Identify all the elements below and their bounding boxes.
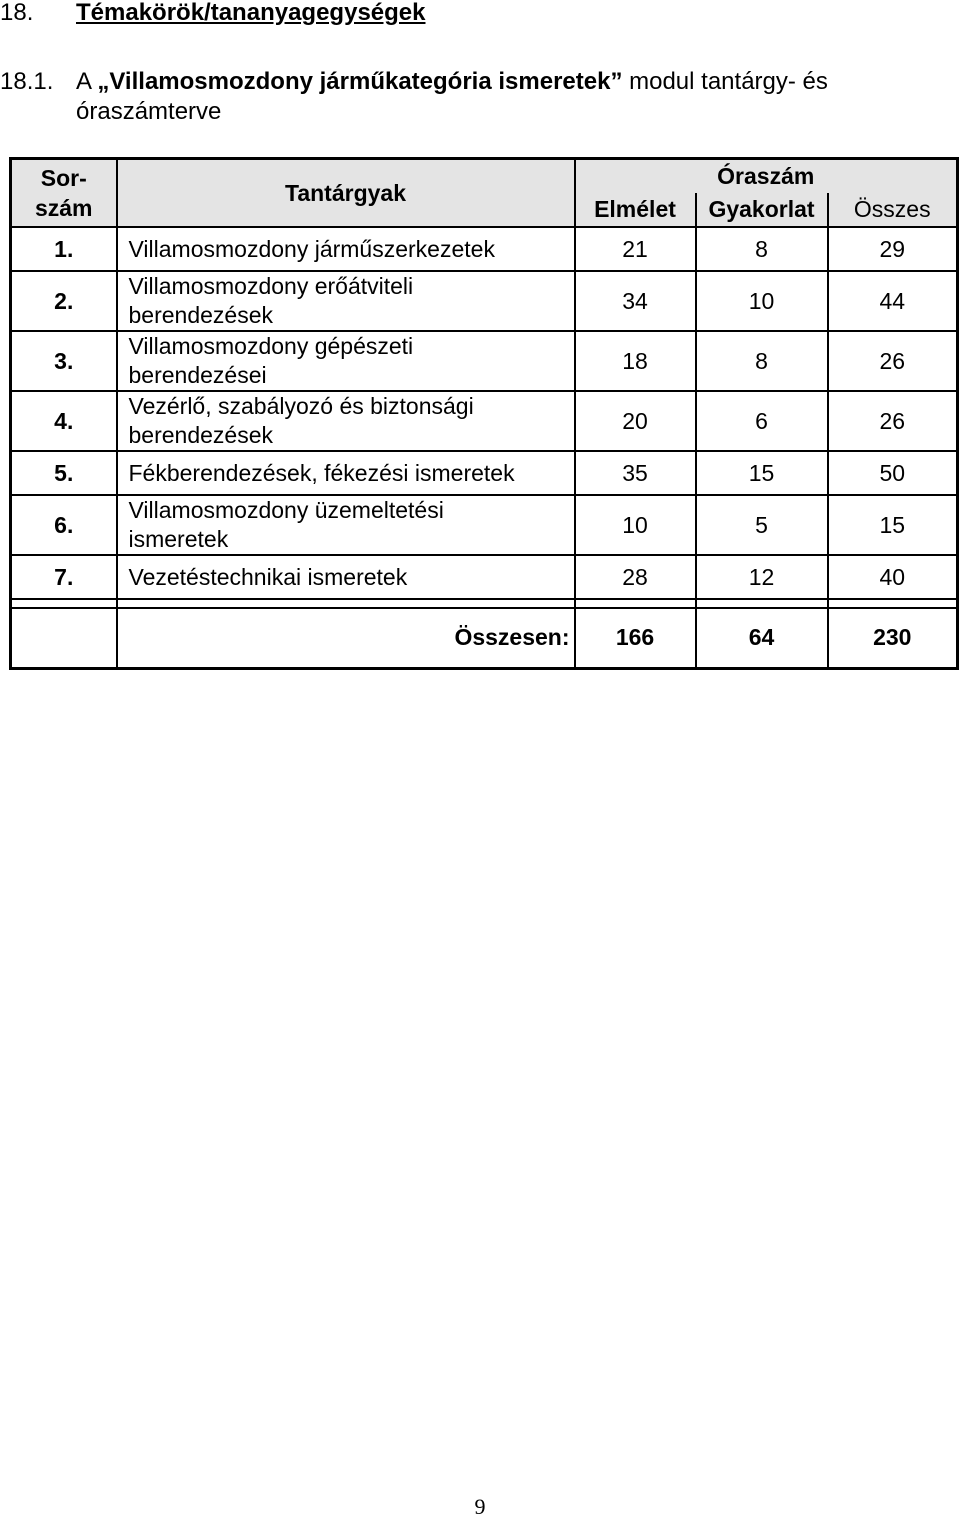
header-sorszam xyxy=(11,159,117,228)
table-row xyxy=(11,331,958,391)
header-tantargyak: Tantárgyak xyxy=(117,159,575,228)
row-subject xyxy=(117,331,575,391)
row-osszes: 44 xyxy=(828,271,958,331)
subsection-heading xyxy=(0,67,828,127)
spacer-cell xyxy=(117,599,575,608)
row-subject-line1: Villamosmozdony gépészeti xyxy=(128,333,414,359)
spacer-cell xyxy=(11,599,117,608)
row-elmelet: 21 xyxy=(575,227,696,271)
row-subject xyxy=(117,495,575,555)
row-elmelet: 20 xyxy=(575,391,696,451)
subsection-prefix: A xyxy=(76,68,98,95)
row-gyakorlat: 6 xyxy=(696,391,828,451)
table-row xyxy=(11,555,958,599)
header-sorszam-line2: szám xyxy=(34,195,93,221)
subject-hours-table xyxy=(9,157,959,670)
header-gyakorlat: Gyakorlat xyxy=(696,193,828,227)
row-subject xyxy=(117,271,575,331)
table-row xyxy=(11,451,958,495)
subsection-title-line2: óraszámterve xyxy=(76,98,222,125)
row-elmelet: 18 xyxy=(575,331,696,391)
row-subject-line1: Villamosmozdony járműszerkezetek xyxy=(128,235,495,262)
section-number: 18. xyxy=(0,0,34,26)
total-empty-cell xyxy=(11,608,117,668)
page-number: 9 xyxy=(474,1494,486,1519)
row-subject-line1: Villamosmozdony erőátviteli xyxy=(128,273,414,299)
table-row xyxy=(11,391,958,451)
section-title: Témakörök/tananyagegységek xyxy=(76,0,426,26)
table-row xyxy=(11,495,958,555)
spacer-cell xyxy=(575,599,696,608)
total-elmelet: 166 xyxy=(575,608,696,668)
row-osszes: 26 xyxy=(828,331,958,391)
row-gyakorlat: 8 xyxy=(696,227,828,271)
row-osszes: 15 xyxy=(828,495,958,555)
row-subject-line1: Vezetéstechnikai ismeretek xyxy=(128,563,408,590)
row-gyakorlat: 5 xyxy=(696,495,828,555)
subsection-module-name: „Villamosmozdony járműkategória ismeretek” xyxy=(97,68,623,95)
row-subject-line1: Villamosmozdony üzemeltetési xyxy=(128,497,444,523)
row-osszes: 29 xyxy=(828,227,958,271)
row-osszes: 40 xyxy=(828,555,958,599)
row-gyakorlat: 8 xyxy=(696,331,828,391)
row-elmelet: 34 xyxy=(575,271,696,331)
row-subject xyxy=(117,391,575,451)
header-elmelet: Elmélet xyxy=(575,193,696,227)
row-number: 4. xyxy=(11,391,117,451)
header-osszes: Összes xyxy=(828,193,958,227)
row-subject-line2: berendezések xyxy=(128,422,273,448)
table-row xyxy=(11,271,958,331)
row-subject-line2: berendezések xyxy=(128,302,273,328)
total-osszes: 230 xyxy=(873,624,912,651)
row-subject-line1: Vezérlő, szabályozó és biztonsági xyxy=(128,393,474,419)
row-elmelet: 10 xyxy=(575,495,696,555)
row-subject-line2: berendezései xyxy=(128,362,267,388)
row-osszes: 26 xyxy=(828,391,958,451)
row-number: 3. xyxy=(11,331,117,391)
section-heading xyxy=(0,0,426,28)
spacer-cell xyxy=(696,599,828,608)
row-subject xyxy=(117,555,575,599)
spacer-cell xyxy=(828,599,958,608)
row-elmelet: 28 xyxy=(575,555,696,599)
row-number: 6. xyxy=(11,495,117,555)
row-number: 7. xyxy=(11,555,117,599)
row-elmelet: 35 xyxy=(575,451,696,495)
row-number: 5. xyxy=(11,451,117,495)
row-osszes: 50 xyxy=(828,451,958,495)
row-subject xyxy=(117,227,575,271)
header-oraszam: Óraszám xyxy=(575,159,958,194)
row-gyakorlat: 15 xyxy=(696,451,828,495)
row-subject xyxy=(117,451,575,495)
total-gyakorlat: 64 xyxy=(696,608,828,668)
row-subject-line1: Fékberendezések, fékezési ismeretek xyxy=(128,459,515,486)
row-number: 1. xyxy=(11,227,117,271)
subsection-suffix: modul tantárgy- és xyxy=(622,68,828,95)
row-gyakorlat: 12 xyxy=(696,555,828,599)
table-spacer-row xyxy=(11,599,958,608)
row-subject-line2: ismeretek xyxy=(128,526,229,552)
header-sorszam-line1: Sor- xyxy=(40,165,87,191)
table-row xyxy=(11,227,958,271)
row-number: 2. xyxy=(11,271,117,331)
subsection-number: 18.1. xyxy=(0,68,54,95)
total-row xyxy=(11,608,958,668)
row-gyakorlat: 10 xyxy=(696,271,828,331)
total-label: Összesen: xyxy=(117,608,575,668)
